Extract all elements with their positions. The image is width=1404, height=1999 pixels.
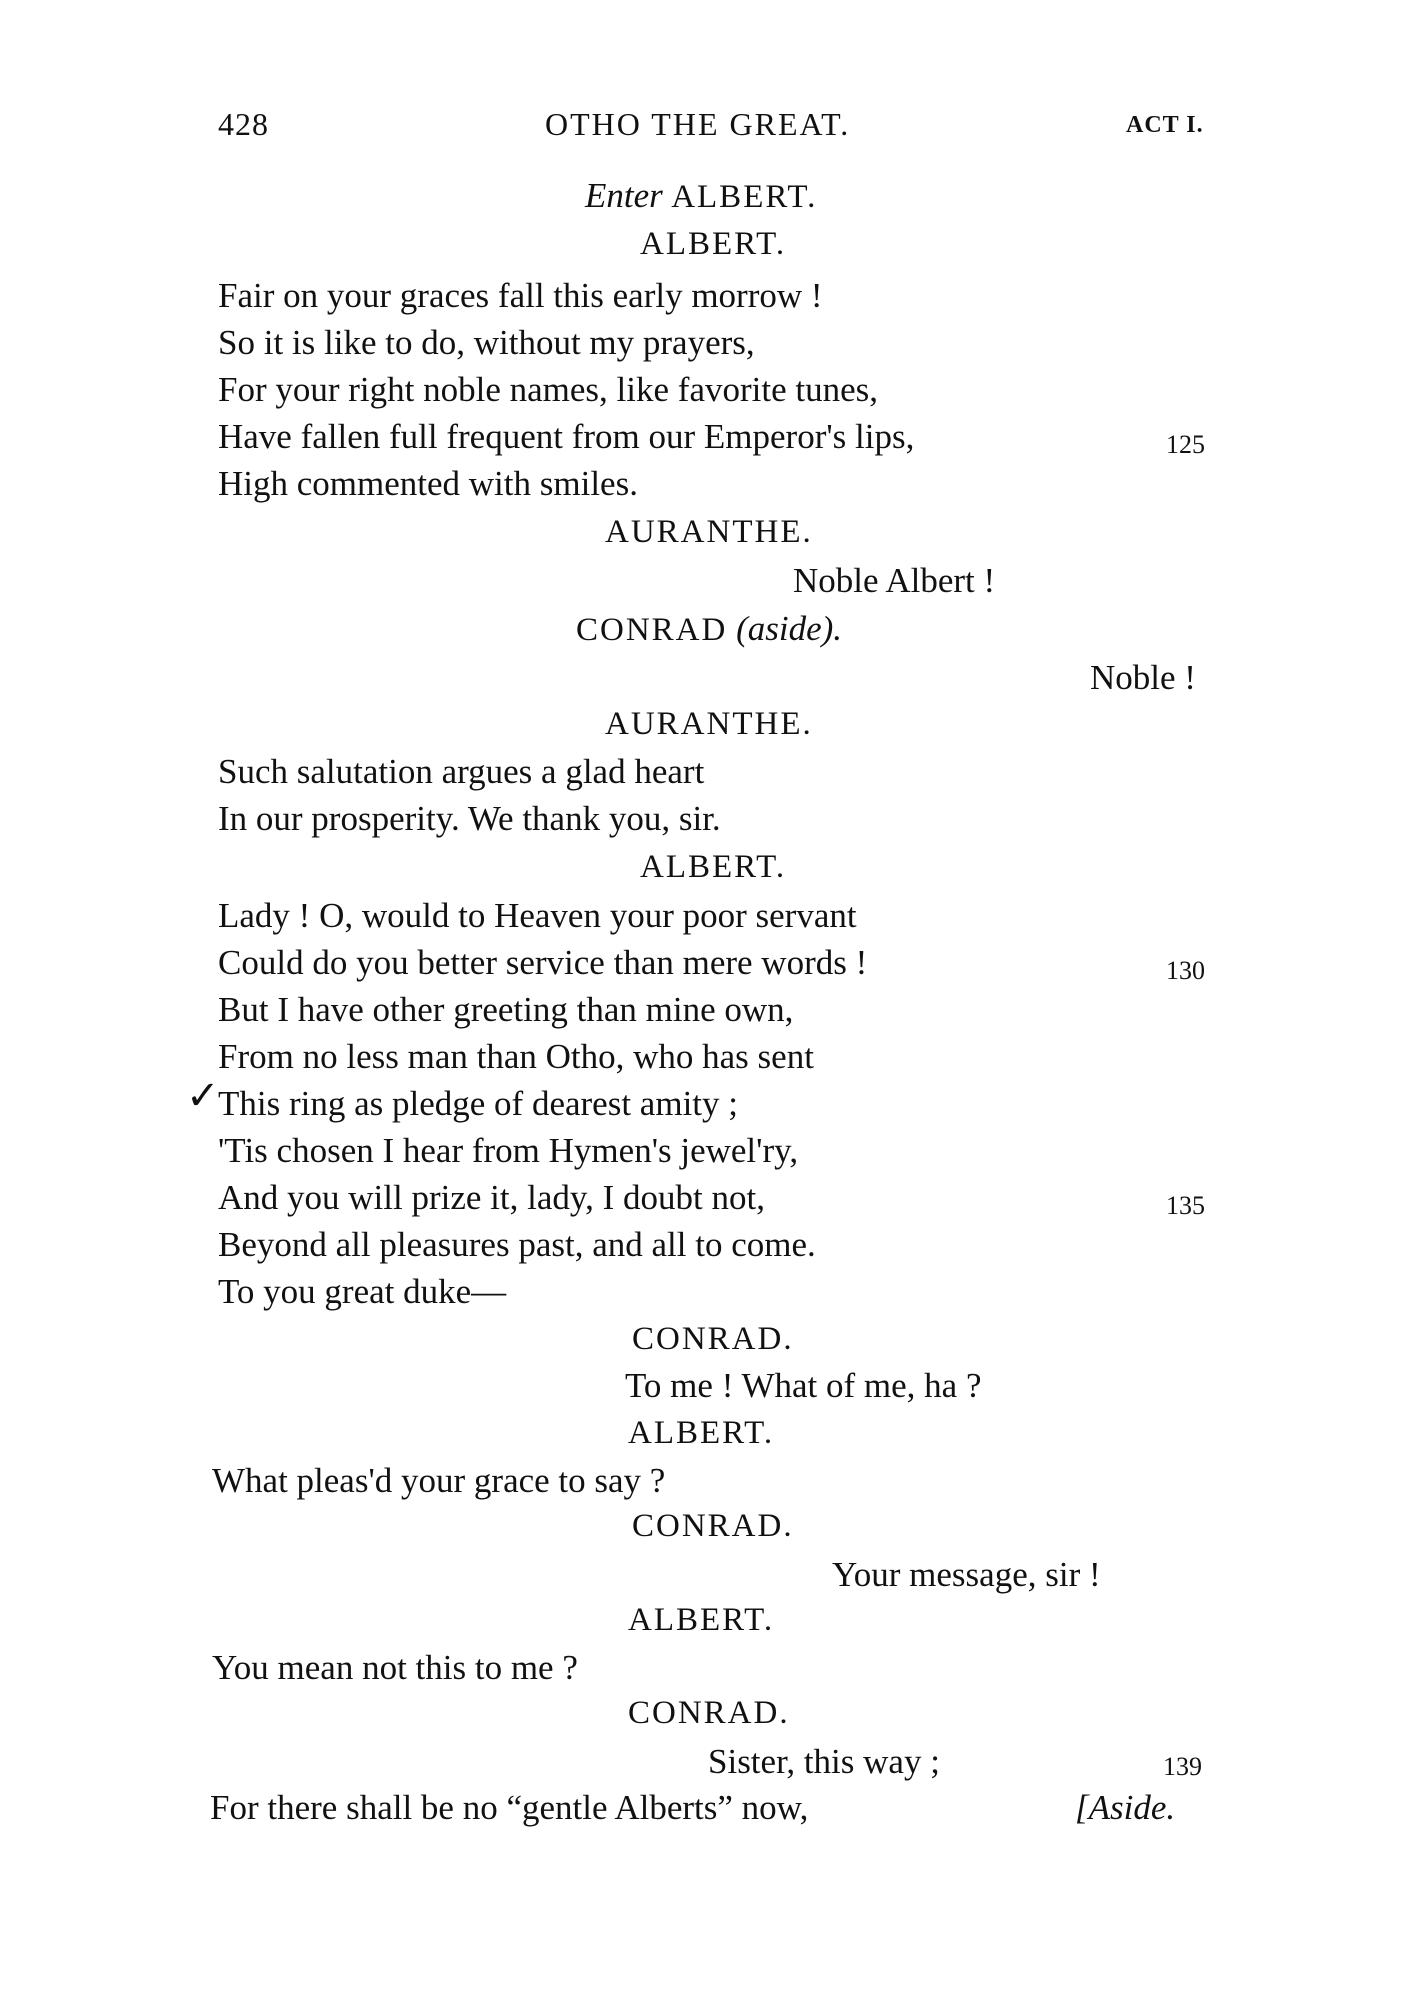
verse-line: Have fallen full frequent from our Emperor's lips, (218, 417, 915, 456)
stage-direction-name: ALBERT. (662, 179, 818, 215)
aside-direction: [Aside. (1075, 1788, 1176, 1827)
verse-line: Sister, this way ; (708, 1742, 940, 1781)
line-number: 139 (1163, 1752, 1202, 1781)
verse-line: Your message, sir ! (832, 1555, 1101, 1594)
verse-line: Noble Albert ! (793, 561, 996, 600)
page-number: 428 (218, 106, 269, 142)
verse-line: Fair on your graces fall this early morrow ! (218, 276, 823, 315)
aside-direction: (aside). (736, 609, 843, 648)
verse-line: And you will prize it, lady, I doubt not, (218, 1178, 765, 1217)
verse-line: To me ! What of me, ha ? (625, 1366, 982, 1405)
speaker-albert: ALBERT. (640, 226, 787, 262)
speaker-conrad: CONRAD. (632, 1321, 794, 1357)
stage-direction-italic: Enter (585, 176, 663, 215)
verse-line: From no less man than Otho, who has sent (218, 1037, 814, 1076)
line-number: 125 (1166, 430, 1205, 459)
speaker-conrad-aside (576, 611, 842, 647)
running-title: OTHO THE GREAT. (545, 106, 851, 142)
verse-line: Lady ! O, would to Heaven your poor servant (218, 896, 857, 935)
speaker-conrad: CONRAD. (632, 1508, 794, 1544)
verse-line: For there shall be no “gentle Alberts” now, (210, 1788, 809, 1827)
speaker-auranthe: AURANTHE. (605, 706, 813, 742)
verse-line: In our prosperity. We thank you, sir. (218, 799, 721, 838)
line-number: 135 (1166, 1191, 1205, 1220)
verse-line: So it is like to do, without my prayers, (218, 323, 755, 362)
act-label: ACT I. (1126, 112, 1204, 138)
stage-direction-enter (585, 178, 817, 214)
verse-line: For your right noble names, like favorite tunes, (218, 370, 878, 409)
verse-line: But I have other greeting than mine own, (218, 990, 794, 1029)
verse-line: You mean not this to me ? (212, 1648, 578, 1687)
speaker-albert: ALBERT. (628, 1415, 775, 1451)
speaker-conrad: CONRAD. (628, 1695, 790, 1731)
verse-line: This ring as pledge of dearest amity ; (218, 1084, 738, 1123)
checkmark-icon: ✓ (186, 1073, 220, 1118)
verse-line: High commented with smiles. (218, 464, 638, 503)
verse-line: Beyond all pleasures past, and all to come. (218, 1225, 816, 1264)
speaker-auranthe: AURANTHE. (605, 514, 813, 550)
line-number: 130 (1166, 956, 1205, 985)
verse-line: Noble ! (1090, 658, 1196, 697)
speaker-conrad: CONRAD (576, 612, 728, 648)
speaker-albert: ALBERT. (640, 849, 787, 885)
verse-line: Such salutation argues a glad heart (218, 752, 705, 791)
verse-line: 'Tis chosen I hear from Hymen's jewel'ry, (218, 1131, 799, 1170)
verse-line: To you great duke— (218, 1272, 507, 1311)
verse-line: Could do you better service than mere words ! (218, 943, 868, 982)
speaker-albert: ALBERT. (628, 1602, 775, 1638)
verse-line: What pleas'd your grace to say ? (212, 1461, 666, 1500)
